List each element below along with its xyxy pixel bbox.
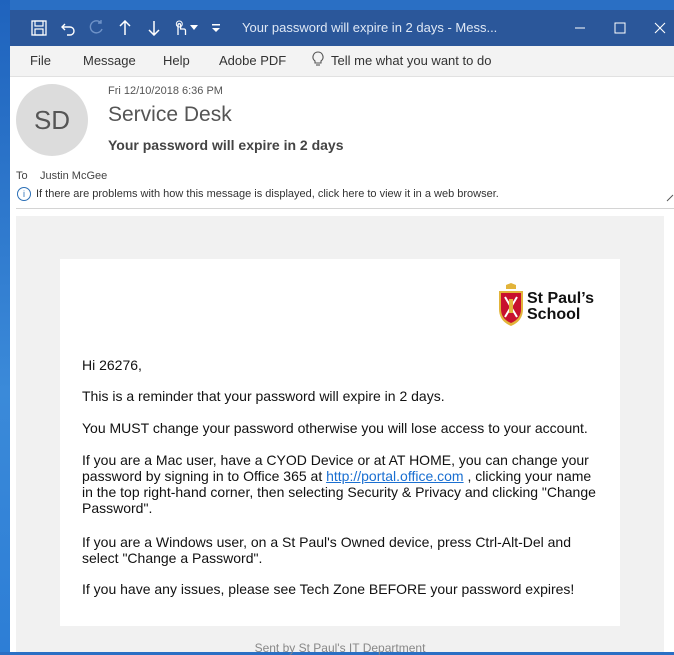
paragraph-mac-instructions: If you are a Mac user, have a CYOD Device or at AT HOME, you can change your password by signing in to Office 365 at http://portal.office.com , clicking your name in the top right-hand corner, then selecting Security & Privacy and clicking "Change Password".	[82, 452, 596, 516]
menu-bar	[10, 46, 674, 77]
paragraph-windows-instructions: If you are a Windows user, on a St Paul's Owned device, press Ctrl-Alt-Del and select "Change a Password".	[82, 534, 572, 566]
avatar: SD	[16, 84, 88, 156]
previous-item-icon[interactable]	[113, 16, 137, 40]
sent-date: Fri 12/10/2018 6:36 PM	[108, 85, 223, 97]
paragraph-reminder: This is a reminder that your password will expire in 2 days.	[82, 388, 445, 404]
minimize-icon[interactable]	[568, 16, 592, 40]
message-subject: Your password will expire in 2 days	[108, 137, 344, 153]
paragraph-issues: If you have any issues, please see Tech Zone BEFORE your password expires!	[82, 581, 575, 597]
lightbulb-icon	[312, 51, 324, 70]
title-bar	[10, 10, 674, 46]
display-problem-infobar[interactable]: If there are problems with how this message is displayed, click here to view it in a web browser.	[36, 188, 499, 200]
info-icon: i	[17, 187, 31, 201]
recipient-name[interactable]: Justin McGee	[40, 170, 108, 182]
greeting: Hi 26276,	[82, 357, 142, 373]
school-crest-icon	[497, 283, 525, 327]
close-icon[interactable]	[648, 16, 672, 40]
message-header	[10, 77, 674, 217]
desktop-background	[0, 0, 10, 652]
menu-message[interactable]: Message	[83, 53, 136, 68]
window-title: Your password will expire in 2 days - Mess...	[242, 20, 498, 35]
sender-name[interactable]: Service Desk	[108, 103, 232, 126]
maximize-icon[interactable]	[608, 16, 632, 40]
outlook-message-window	[10, 10, 674, 655]
undo-icon[interactable]	[56, 16, 80, 40]
customize-toolbar-icon[interactable]	[208, 16, 224, 40]
chevron-down-icon[interactable]	[188, 16, 200, 40]
email-card	[60, 259, 620, 626]
portal-link[interactable]: http://portal.office.com	[326, 468, 464, 484]
logo-wordmark: St Paul’s School	[527, 290, 594, 323]
redo-icon[interactable]	[84, 16, 108, 40]
email-footer: Sent by St Paul's IT Department	[254, 641, 426, 655]
next-item-icon[interactable]	[142, 16, 166, 40]
menu-adobe-pdf[interactable]: Adobe PDF	[219, 53, 287, 68]
st-pauls-logo	[497, 283, 607, 331]
to-label: To	[16, 170, 28, 182]
paragraph-must-change: You MUST change your password otherwise you will lose access to your account.	[82, 420, 588, 436]
save-icon[interactable]	[27, 16, 51, 40]
menu-help[interactable]: Help	[163, 53, 190, 68]
header-divider	[16, 208, 674, 209]
menu-file[interactable]: File	[30, 53, 51, 68]
tell-me-search[interactable]: Tell me what you want to do	[331, 53, 492, 68]
expand-header-icon[interactable]	[666, 194, 674, 205]
